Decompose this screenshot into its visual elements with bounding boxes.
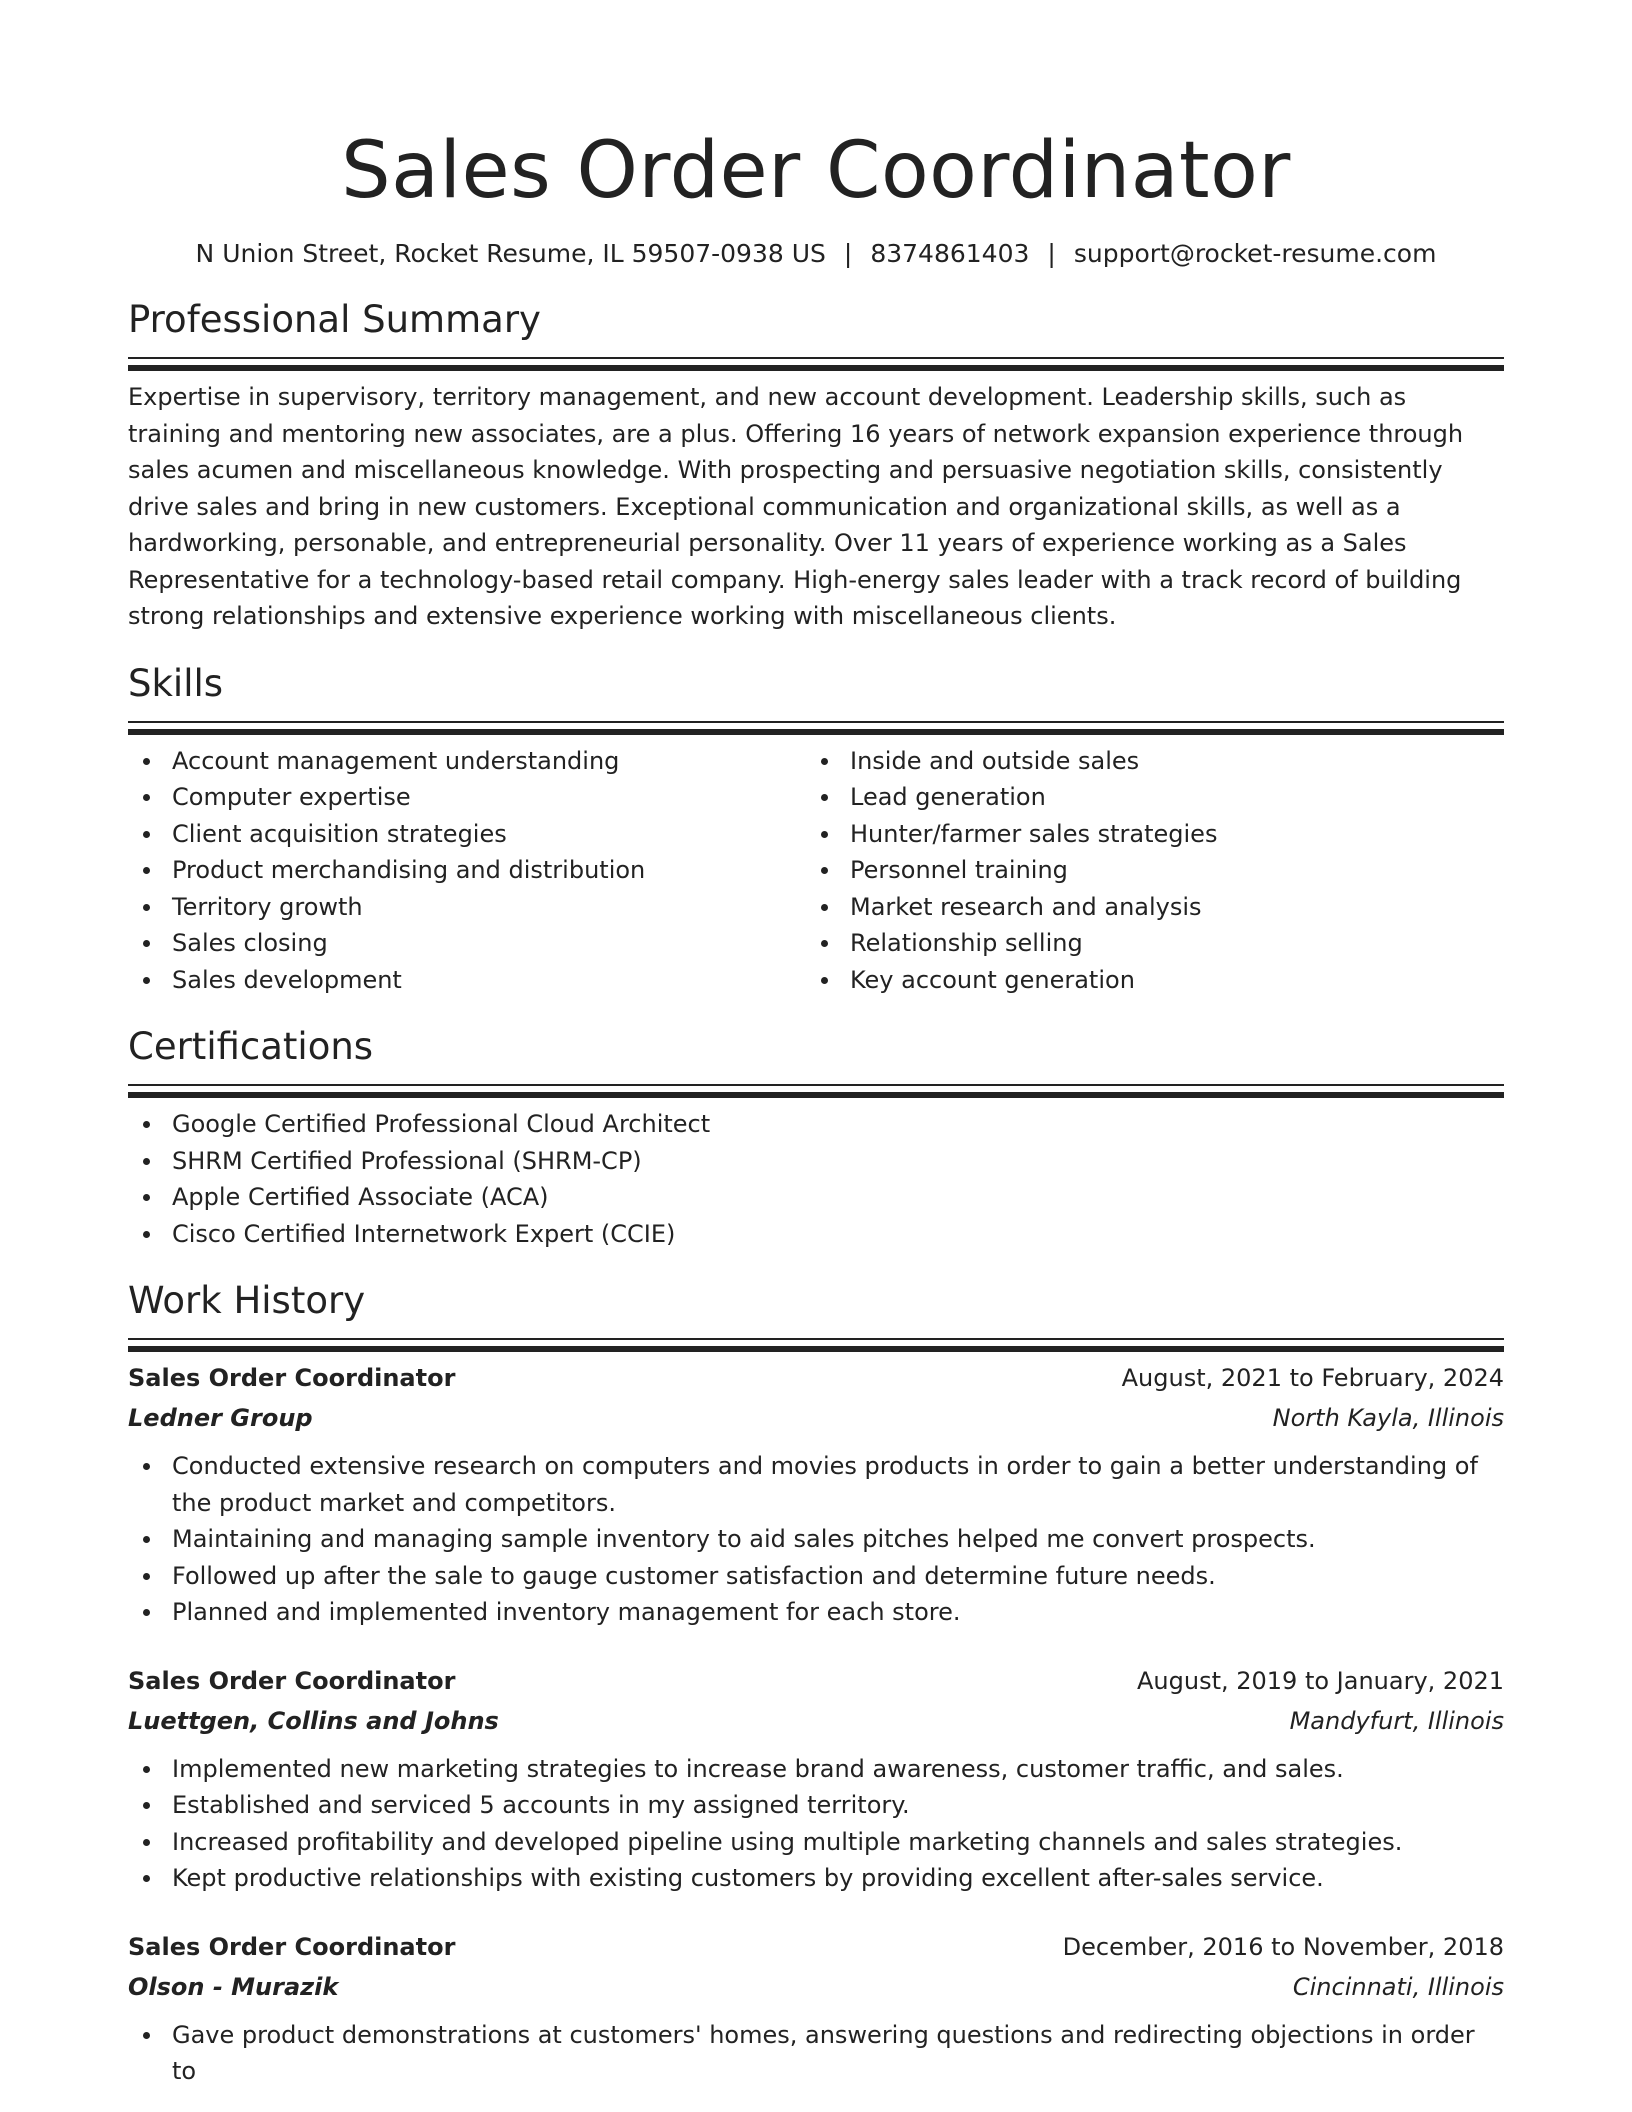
job-bullets [128, 1751, 1504, 1897]
skills-title: Skills [128, 661, 224, 705]
skill-item: Personnel training [806, 852, 1484, 889]
job-entry [128, 1661, 1504, 1897]
certification-item: Google Certified Professional Cloud Architect [128, 1106, 1504, 1143]
job-bullets [128, 1448, 1504, 1631]
contact-separator: | [1047, 239, 1056, 268]
job-bullets [128, 2017, 1504, 2090]
job-bullet: Increased profitability and developed pipeline using multiple marketing channels and sales strategies. [128, 1824, 1504, 1861]
job-company: Ledner Group [128, 1404, 313, 1432]
section-divider [128, 357, 1504, 359]
certifications-list [128, 1106, 1504, 1252]
certifications-title: Certifications [128, 1025, 374, 1068]
job-dates: August, 2019 to January, 2021 [1137, 1666, 1504, 1695]
job-title: Sales Order Coordinator [128, 1666, 456, 1695]
job-bullet: Conducted extensive research on computers and movies products in order to gain a better understanding of the product market and competitors. [128, 1448, 1504, 1521]
job-location: Mandyfurt, Illinois [1289, 1706, 1504, 1735]
skill-item: Hunter/farmer sales strategies [806, 816, 1484, 853]
summary-section [128, 297, 1504, 635]
skill-item: Inside and outside sales [806, 743, 1484, 780]
skill-item: Market research and analysis [806, 889, 1484, 926]
contact-separator: | [843, 239, 853, 268]
job-header [128, 1927, 1504, 1967]
resume-name: Sales Order Coordinator [341, 126, 1291, 216]
job-subheader [128, 1398, 1504, 1438]
job-dates: December, 2016 to November, 2018 [1062, 1932, 1504, 1961]
skills-list-left [128, 743, 806, 999]
contact-address: N Union Street, Rocket Resume, IL 59507-0938 US [195, 239, 826, 268]
skill-item: Lead generation [806, 779, 1484, 816]
job-bullet: Implemented new marketing strategies to increase brand awareness, customer traffic, and sales. [128, 1751, 1504, 1788]
job-title: Sales Order Coordinator [128, 1364, 456, 1392]
resume-page [128, 0, 1504, 2090]
skill-item: Computer expertise [128, 779, 806, 816]
skills-list-right [806, 743, 1484, 999]
skill-item: Territory growth [128, 889, 806, 926]
summary-title: Professional Summary [128, 298, 541, 341]
job-location: Cincinnati, Illinois [1292, 1972, 1504, 2001]
job-title: Sales Order Coordinator [128, 1932, 456, 1961]
contact-phone: 8374861403 [870, 239, 1030, 268]
skill-item: Product merchandising and distribution [128, 852, 806, 889]
job-bullet: Planned and implemented inventory management for each store. [128, 1594, 1504, 1631]
job-entry [128, 1358, 1504, 1631]
job-bullet: Maintaining and managing sample inventory to aid sales pitches helped me convert prospects. [128, 1521, 1504, 1558]
skill-item: Account management understanding [128, 743, 806, 780]
summary-text: Expertise in supervisory, territory management, and new account development. Leadership skills, such as training and mentoring new associates, are a plus. Offering 16 years of network expansion experience through sales acumen and miscellaneous knowledge. With prospecting and persuasive negotiation skills, consistently drive sales and bring in new customers. Exceptional communication and organizational skills, as well as a hardworking, personable, and entrepreneurial personality. Over 11 years of experience working as a Sales Representative for a technology-based retail company. High-energy sales leader with a track record of building strong relationships and extensive experience working with miscellaneous clients. [128, 383, 1464, 630]
skills-grid [128, 743, 1504, 999]
job-bullet: Established and serviced 5 accounts in my assigned territory. [128, 1787, 1504, 1824]
job-bullet: Gave product demonstrations at customers' homes, answering questions and redirecting objections in order to [128, 2017, 1504, 2090]
section-divider [128, 1338, 1504, 1340]
job-bullet: Kept productive relationships with existing customers by providing excellent after-sales service. [128, 1860, 1504, 1897]
job-location: North Kayla, Illinois [1272, 1404, 1504, 1432]
certification-item: Apple Certified Associate (ACA) [128, 1179, 1504, 1216]
job-dates: August, 2021 to February, 2024 [1121, 1364, 1504, 1392]
contact-line [128, 237, 1504, 271]
skill-item: Sales development [128, 962, 806, 999]
job-bullet: Followed up after the sale to gauge customer satisfaction and determine future needs. [128, 1558, 1504, 1595]
job-entry [128, 1927, 1504, 2090]
contact-email: support@rocket-resume.com [1073, 239, 1437, 268]
skills-section [128, 661, 1504, 999]
skill-item: Relationship selling [806, 925, 1484, 962]
section-divider [128, 1084, 1504, 1086]
section-divider [128, 721, 1504, 723]
skill-item: Sales closing [128, 925, 806, 962]
certification-item: Cisco Certified Internetwork Expert (CCIE) [128, 1216, 1504, 1253]
work-title: Work History [128, 1279, 366, 1322]
job-header [128, 1661, 1504, 1701]
job-subheader [128, 1967, 1504, 2007]
job-company: Luettgen, Collins and Johns [128, 1706, 499, 1735]
work-section [128, 1278, 1504, 2090]
job-company: Olson - Murazik [128, 1972, 339, 2001]
job-subheader [128, 1701, 1504, 1741]
job-header [128, 1358, 1504, 1398]
certification-item: SHRM Certified Professional (SHRM-CP) [128, 1143, 1504, 1180]
skill-item: Key account generation [806, 962, 1484, 999]
certifications-section [128, 1024, 1504, 1252]
skill-item: Client acquisition strategies [128, 816, 806, 853]
